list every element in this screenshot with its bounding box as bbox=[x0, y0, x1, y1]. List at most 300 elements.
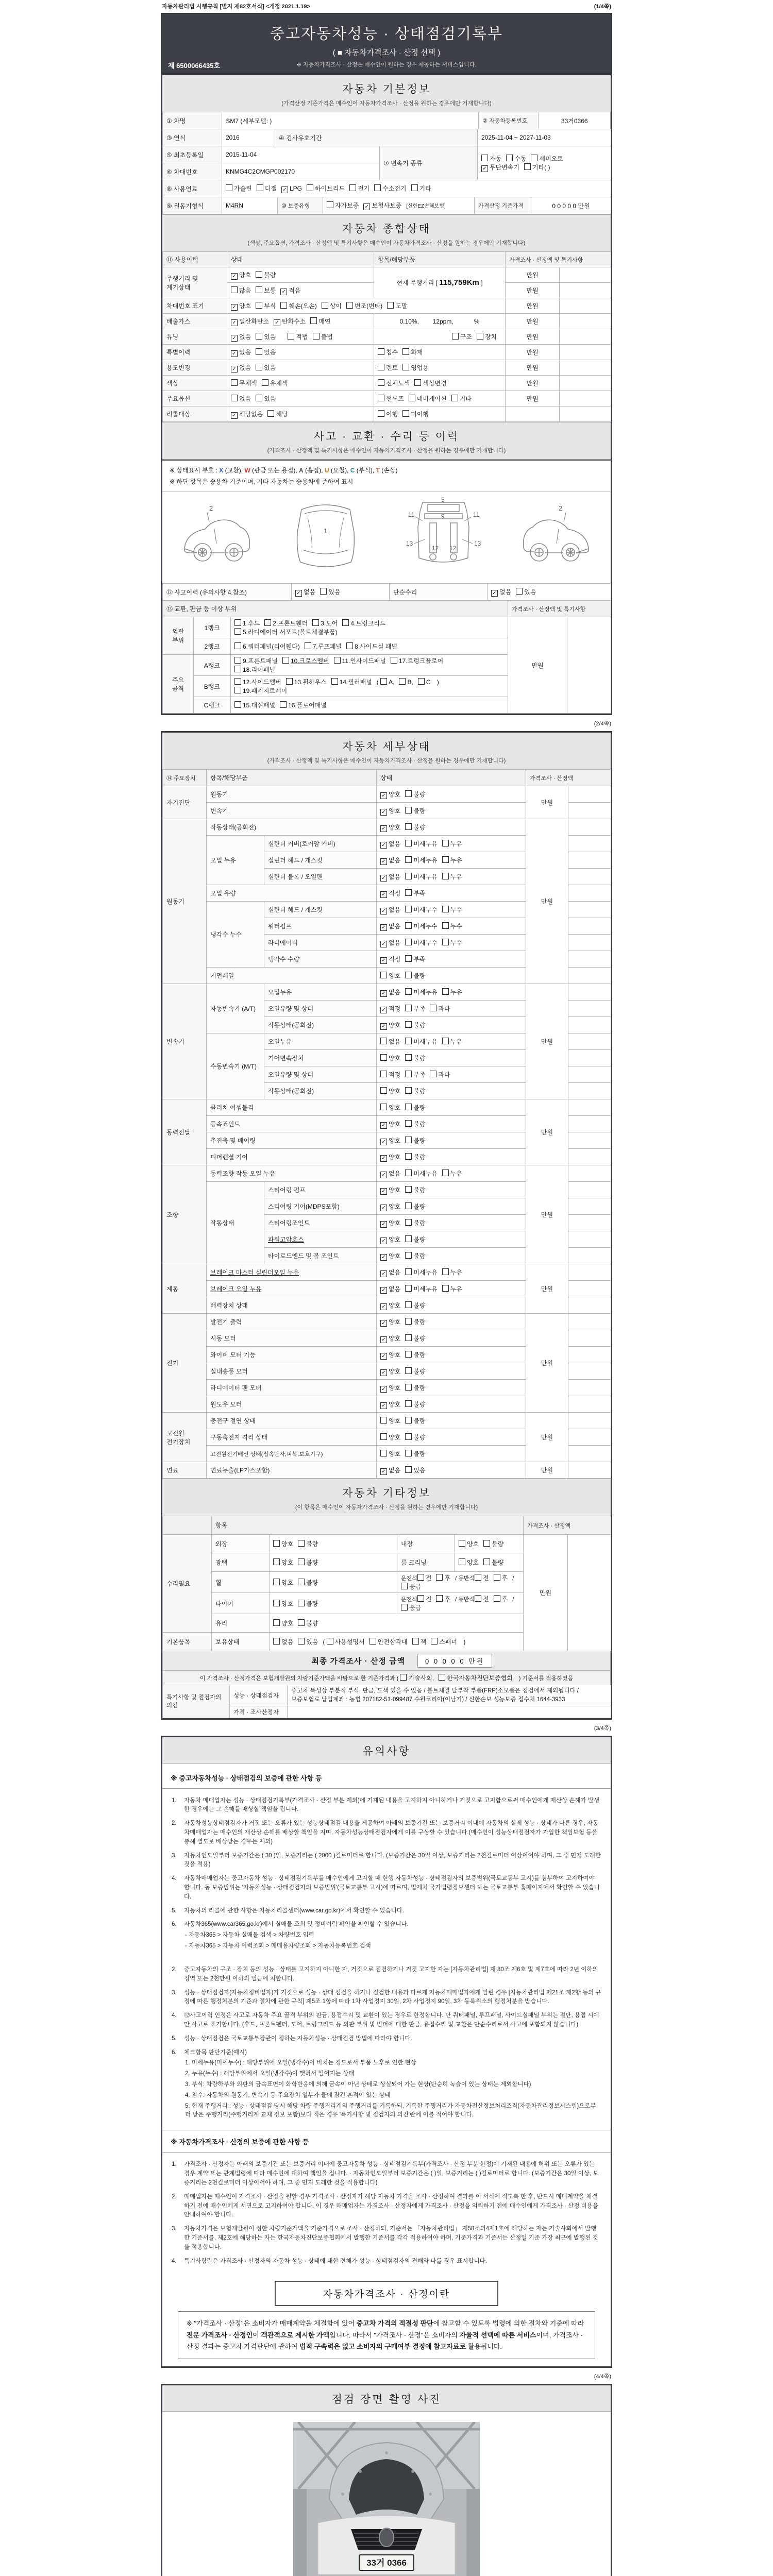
checkbox-option[interactable] bbox=[405, 1185, 425, 1194]
checkbox-option[interactable] bbox=[380, 1004, 400, 1013]
unchecked-checkbox-icon[interactable] bbox=[310, 317, 317, 324]
unchecked-checkbox-icon[interactable] bbox=[273, 1600, 280, 1606]
unchecked-checkbox-icon[interactable] bbox=[322, 302, 328, 309]
checkbox-option[interactable] bbox=[436, 1573, 450, 1582]
unchecked-checkbox-icon[interactable] bbox=[405, 1071, 412, 1077]
unchecked-checkbox-icon[interactable] bbox=[378, 348, 384, 355]
unchecked-checkbox-icon[interactable] bbox=[405, 1334, 412, 1341]
checkbox-option[interactable] bbox=[405, 922, 437, 930]
checkbox-option[interactable] bbox=[405, 839, 437, 848]
unchecked-checkbox-icon[interactable] bbox=[442, 1038, 449, 1044]
checkbox-option[interactable] bbox=[380, 1334, 400, 1343]
unchecked-checkbox-icon[interactable] bbox=[380, 1433, 387, 1440]
checked-checkbox-icon[interactable]: ✓ bbox=[380, 1188, 387, 1195]
unchecked-checkbox-icon[interactable] bbox=[459, 1558, 465, 1565]
checkbox-option[interactable] bbox=[405, 1449, 425, 1458]
checkbox-option[interactable] bbox=[405, 1400, 425, 1409]
checkbox-option[interactable] bbox=[431, 1637, 457, 1646]
unchecked-checkbox-icon[interactable] bbox=[405, 823, 412, 830]
checkbox-option[interactable] bbox=[405, 1301, 425, 1310]
checked-checkbox-icon[interactable]: ✓ bbox=[380, 1320, 387, 1327]
checked-checkbox-icon[interactable]: ✓ bbox=[380, 1139, 387, 1145]
checked-checkbox-icon[interactable]: ✓ bbox=[231, 273, 238, 280]
checked-checkbox-icon[interactable]: ✓ bbox=[380, 1402, 387, 1409]
unchecked-checkbox-icon[interactable] bbox=[380, 1038, 387, 1044]
checkbox-option[interactable] bbox=[442, 839, 462, 848]
checked-checkbox-icon[interactable]: ✓ bbox=[231, 366, 238, 372]
checkbox-option[interactable] bbox=[442, 905, 462, 914]
unchecked-checkbox-icon[interactable] bbox=[391, 657, 397, 664]
checkbox-option[interactable] bbox=[322, 301, 342, 310]
checkbox-option[interactable] bbox=[280, 286, 300, 295]
checkbox-option[interactable] bbox=[307, 184, 345, 193]
unchecked-checkbox-icon[interactable] bbox=[298, 1558, 305, 1565]
checkbox-option[interactable] bbox=[349, 184, 369, 193]
checked-checkbox-icon[interactable]: ✓ bbox=[380, 1205, 387, 1211]
unchecked-checkbox-icon[interactable] bbox=[405, 856, 412, 863]
unchecked-checkbox-icon[interactable] bbox=[380, 1054, 387, 1061]
unchecked-checkbox-icon[interactable] bbox=[378, 379, 384, 386]
unchecked-checkbox-icon[interactable] bbox=[405, 1202, 412, 1209]
unchecked-checkbox-icon[interactable] bbox=[436, 1574, 443, 1581]
unchecked-checkbox-icon[interactable] bbox=[405, 1466, 412, 1473]
checkbox-option[interactable] bbox=[417, 1573, 432, 1582]
checkbox-option[interactable] bbox=[402, 348, 423, 357]
unchecked-checkbox-icon[interactable] bbox=[494, 1574, 500, 1581]
unchecked-checkbox-icon[interactable] bbox=[349, 184, 356, 191]
checkbox-option[interactable] bbox=[234, 642, 300, 651]
checkbox-option[interactable] bbox=[401, 1582, 421, 1591]
unchecked-checkbox-icon[interactable] bbox=[282, 657, 289, 664]
checkbox-option[interactable] bbox=[256, 394, 276, 403]
checkbox-option[interactable] bbox=[387, 301, 407, 310]
unchecked-checkbox-icon[interactable] bbox=[405, 1104, 412, 1110]
unchecked-checkbox-icon[interactable] bbox=[346, 302, 353, 309]
checkbox-option[interactable] bbox=[298, 1637, 318, 1646]
unchecked-checkbox-icon[interactable] bbox=[412, 1638, 419, 1645]
checkbox-option[interactable] bbox=[405, 1383, 425, 1392]
unchecked-checkbox-icon[interactable] bbox=[405, 1153, 412, 1160]
checkbox-option[interactable] bbox=[405, 1004, 425, 1013]
unchecked-checkbox-icon[interactable] bbox=[436, 1595, 443, 1602]
unchecked-checkbox-icon[interactable] bbox=[405, 790, 412, 797]
unchecked-checkbox-icon[interactable] bbox=[402, 410, 409, 417]
checked-checkbox-icon[interactable]: ✓ bbox=[380, 858, 387, 865]
unchecked-checkbox-icon[interactable] bbox=[405, 1235, 412, 1242]
unchecked-checkbox-icon[interactable] bbox=[387, 302, 394, 309]
checked-checkbox-icon[interactable]: ✓ bbox=[380, 1270, 387, 1277]
checkbox-option[interactable] bbox=[483, 1539, 503, 1548]
unchecked-checkbox-icon[interactable] bbox=[405, 1186, 412, 1193]
checkbox-option[interactable] bbox=[405, 1054, 425, 1062]
unchecked-checkbox-icon[interactable] bbox=[405, 1005, 412, 1011]
checked-checkbox-icon[interactable]: ✓ bbox=[363, 204, 370, 210]
checked-checkbox-icon[interactable]: ✓ bbox=[380, 1353, 387, 1360]
checkbox-option[interactable] bbox=[231, 410, 263, 419]
checkbox-option[interactable] bbox=[267, 410, 288, 418]
checkbox-option[interactable] bbox=[256, 348, 276, 357]
checkbox-option[interactable] bbox=[310, 317, 330, 326]
checkbox-option[interactable] bbox=[286, 677, 327, 686]
checkbox-option[interactable] bbox=[380, 678, 394, 686]
checkbox-option[interactable] bbox=[481, 154, 501, 163]
checked-checkbox-icon[interactable]: ✓ bbox=[491, 590, 498, 597]
checkbox-option[interactable] bbox=[459, 1558, 479, 1567]
unchecked-checkbox-icon[interactable] bbox=[402, 348, 409, 355]
checkbox-option[interactable] bbox=[380, 823, 400, 832]
unchecked-checkbox-icon[interactable] bbox=[405, 889, 412, 896]
checkbox-option[interactable] bbox=[405, 1218, 425, 1227]
checkbox-option[interactable] bbox=[401, 1603, 421, 1612]
checkbox-option[interactable] bbox=[442, 856, 462, 865]
unchecked-checkbox-icon[interactable] bbox=[475, 1574, 481, 1581]
unchecked-checkbox-icon[interactable] bbox=[256, 348, 262, 355]
unchecked-checkbox-icon[interactable] bbox=[298, 1540, 305, 1547]
unchecked-checkbox-icon[interactable] bbox=[417, 1595, 424, 1602]
checked-checkbox-icon[interactable]: ✓ bbox=[380, 1369, 387, 1376]
unchecked-checkbox-icon[interactable] bbox=[378, 410, 384, 417]
checkbox-option[interactable] bbox=[475, 1595, 489, 1603]
checked-checkbox-icon[interactable]: ✓ bbox=[380, 1238, 387, 1244]
checkbox-option[interactable] bbox=[405, 856, 437, 865]
checkbox-option[interactable] bbox=[380, 988, 400, 997]
unchecked-checkbox-icon[interactable] bbox=[380, 972, 387, 978]
checkbox-option[interactable] bbox=[380, 1284, 400, 1294]
checkbox-option[interactable] bbox=[405, 955, 425, 963]
unchecked-checkbox-icon[interactable] bbox=[380, 1104, 387, 1110]
unchecked-checkbox-icon[interactable] bbox=[405, 1433, 412, 1440]
checkbox-option[interactable] bbox=[273, 1637, 293, 1646]
unchecked-checkbox-icon[interactable] bbox=[405, 1087, 412, 1094]
unchecked-checkbox-icon[interactable] bbox=[405, 1450, 412, 1456]
checkbox-option[interactable] bbox=[405, 938, 437, 947]
checkbox-option[interactable] bbox=[405, 1103, 425, 1112]
checkbox-option[interactable] bbox=[274, 317, 306, 326]
checked-checkbox-icon[interactable]: ✓ bbox=[380, 1468, 387, 1475]
checkbox-option[interactable] bbox=[298, 1578, 318, 1587]
checkbox-option[interactable] bbox=[516, 587, 536, 596]
checked-checkbox-icon[interactable]: ✓ bbox=[380, 1007, 387, 1013]
unchecked-checkbox-icon[interactable] bbox=[494, 1595, 500, 1602]
checkbox-option[interactable] bbox=[380, 806, 400, 816]
checkbox-option[interactable] bbox=[405, 988, 437, 996]
unchecked-checkbox-icon[interactable] bbox=[273, 1579, 280, 1585]
checkbox-option[interactable] bbox=[346, 642, 397, 651]
checkbox-option[interactable] bbox=[380, 1103, 400, 1112]
unchecked-checkbox-icon[interactable] bbox=[405, 1285, 412, 1292]
checkbox-option[interactable] bbox=[256, 332, 276, 341]
checked-checkbox-icon[interactable]: ✓ bbox=[380, 908, 387, 914]
checkbox-option[interactable] bbox=[380, 1037, 400, 1046]
unchecked-checkbox-icon[interactable] bbox=[312, 619, 319, 626]
checkbox-option[interactable] bbox=[380, 1433, 400, 1442]
unchecked-checkbox-icon[interactable] bbox=[405, 1021, 412, 1028]
checkbox-option[interactable] bbox=[312, 619, 338, 628]
checkbox-option[interactable] bbox=[442, 1284, 462, 1293]
checkbox-option[interactable] bbox=[380, 1301, 400, 1310]
checkbox-option[interactable] bbox=[380, 1367, 400, 1376]
checkbox-option[interactable] bbox=[380, 889, 400, 898]
checked-checkbox-icon[interactable]: ✓ bbox=[380, 990, 387, 997]
unchecked-checkbox-icon[interactable] bbox=[256, 333, 262, 340]
unchecked-checkbox-icon[interactable] bbox=[399, 678, 406, 685]
checkbox-option[interactable] bbox=[380, 1185, 400, 1195]
checkbox-option[interactable] bbox=[234, 677, 281, 686]
checkbox-option[interactable] bbox=[475, 1573, 489, 1582]
checkbox-option[interactable] bbox=[363, 201, 401, 210]
checkbox-option[interactable] bbox=[405, 1169, 437, 1178]
unchecked-checkbox-icon[interactable] bbox=[264, 619, 271, 626]
checkbox-option[interactable] bbox=[256, 270, 276, 279]
checked-checkbox-icon[interactable]: ✓ bbox=[380, 957, 387, 964]
checkbox-option[interactable] bbox=[380, 1218, 400, 1228]
unchecked-checkbox-icon[interactable] bbox=[405, 840, 412, 846]
unchecked-checkbox-icon[interactable] bbox=[516, 588, 523, 595]
checkbox-option[interactable] bbox=[380, 1317, 400, 1327]
checked-checkbox-icon[interactable]: ✓ bbox=[380, 891, 387, 898]
checkbox-option[interactable] bbox=[374, 184, 406, 193]
checkbox-option[interactable] bbox=[305, 642, 342, 651]
unchecked-checkbox-icon[interactable] bbox=[531, 155, 537, 161]
checkbox-option[interactable] bbox=[256, 301, 276, 310]
checked-checkbox-icon[interactable]: ✓ bbox=[380, 1023, 387, 1030]
checkbox-option[interactable] bbox=[378, 363, 398, 372]
checkbox-option[interactable] bbox=[380, 1235, 400, 1244]
checkbox-option[interactable] bbox=[380, 955, 400, 964]
checked-checkbox-icon[interactable]: ✓ bbox=[231, 412, 238, 419]
unchecked-checkbox-icon[interactable] bbox=[430, 1071, 436, 1077]
unchecked-checkbox-icon[interactable] bbox=[405, 807, 412, 814]
checkbox-option[interactable] bbox=[256, 363, 276, 372]
checkbox-option[interactable] bbox=[231, 286, 251, 295]
checkbox-option[interactable] bbox=[273, 1599, 293, 1608]
checked-checkbox-icon[interactable]: ✓ bbox=[280, 289, 287, 295]
unchecked-checkbox-icon[interactable] bbox=[273, 1540, 280, 1547]
unchecked-checkbox-icon[interactable] bbox=[405, 939, 412, 945]
unchecked-checkbox-icon[interactable] bbox=[405, 1268, 412, 1275]
checkbox-option[interactable] bbox=[320, 587, 340, 596]
checkbox-option[interactable] bbox=[298, 1599, 318, 1608]
unchecked-checkbox-icon[interactable] bbox=[442, 988, 449, 995]
unchecked-checkbox-icon[interactable] bbox=[405, 1351, 412, 1358]
checkbox-option[interactable] bbox=[405, 823, 425, 832]
checkbox-option[interactable] bbox=[380, 1054, 400, 1062]
checkbox-option[interactable] bbox=[459, 1539, 479, 1548]
checkbox-option[interactable] bbox=[380, 1087, 400, 1095]
checkbox-option[interactable] bbox=[298, 1619, 318, 1628]
unchecked-checkbox-icon[interactable] bbox=[430, 1005, 436, 1011]
checkbox-option[interactable] bbox=[405, 1284, 437, 1293]
checked-checkbox-icon[interactable]: ✓ bbox=[380, 1386, 387, 1393]
unchecked-checkbox-icon[interactable] bbox=[369, 1638, 376, 1645]
unchecked-checkbox-icon[interactable] bbox=[417, 1574, 424, 1581]
unchecked-checkbox-icon[interactable] bbox=[402, 364, 409, 370]
unchecked-checkbox-icon[interactable] bbox=[442, 856, 449, 863]
checkbox-option[interactable] bbox=[481, 163, 519, 172]
unchecked-checkbox-icon[interactable] bbox=[262, 379, 268, 386]
checkbox-option[interactable] bbox=[346, 301, 382, 310]
checkbox-option[interactable] bbox=[405, 1070, 425, 1079]
checkbox-option[interactable] bbox=[400, 1673, 434, 1682]
checked-checkbox-icon[interactable]: ✓ bbox=[380, 1172, 387, 1178]
unchecked-checkbox-icon[interactable] bbox=[234, 687, 241, 693]
checkbox-option[interactable] bbox=[298, 1558, 318, 1567]
unchecked-checkbox-icon[interactable] bbox=[405, 1301, 412, 1308]
checkbox-option[interactable] bbox=[231, 301, 251, 311]
checkbox-option[interactable] bbox=[405, 872, 437, 881]
unchecked-checkbox-icon[interactable] bbox=[405, 1120, 412, 1127]
checked-checkbox-icon[interactable]: ✓ bbox=[380, 1221, 387, 1228]
checkbox-option[interactable] bbox=[412, 1637, 427, 1646]
checkbox-option[interactable] bbox=[405, 1136, 425, 1145]
unchecked-checkbox-icon[interactable] bbox=[256, 286, 262, 293]
checkbox-option[interactable] bbox=[442, 988, 462, 996]
checkbox-option[interactable] bbox=[380, 1021, 400, 1030]
unchecked-checkbox-icon[interactable] bbox=[405, 1170, 412, 1176]
unchecked-checkbox-icon[interactable] bbox=[380, 1417, 387, 1423]
unchecked-checkbox-icon[interactable] bbox=[346, 642, 353, 649]
checkbox-option[interactable] bbox=[442, 1268, 462, 1277]
checkbox-option[interactable] bbox=[399, 678, 413, 686]
checked-checkbox-icon[interactable]: ✓ bbox=[231, 350, 238, 357]
unchecked-checkbox-icon[interactable] bbox=[439, 1674, 445, 1681]
unchecked-checkbox-icon[interactable] bbox=[234, 666, 241, 672]
checkbox-option[interactable] bbox=[234, 656, 278, 665]
checkbox-option[interactable] bbox=[442, 922, 462, 930]
checkbox-option[interactable] bbox=[273, 1539, 293, 1548]
checkbox-option[interactable] bbox=[231, 394, 251, 403]
checkbox-option[interactable] bbox=[380, 1251, 400, 1261]
checkbox-option[interactable] bbox=[231, 317, 269, 326]
unchecked-checkbox-icon[interactable] bbox=[442, 939, 449, 945]
checkbox-option[interactable] bbox=[405, 1433, 425, 1442]
checked-checkbox-icon[interactable]: ✓ bbox=[231, 335, 238, 342]
unchecked-checkbox-icon[interactable] bbox=[405, 988, 412, 995]
checked-checkbox-icon[interactable]: ✓ bbox=[380, 792, 387, 799]
unchecked-checkbox-icon[interactable] bbox=[298, 1619, 305, 1626]
checkbox-option[interactable] bbox=[380, 790, 400, 799]
checkbox-option[interactable] bbox=[405, 1087, 425, 1095]
checkbox-option[interactable] bbox=[273, 1558, 293, 1567]
checkbox-option[interactable] bbox=[298, 1539, 318, 1548]
checkbox-option[interactable] bbox=[369, 1637, 408, 1646]
unchecked-checkbox-icon[interactable] bbox=[327, 1638, 333, 1645]
unchecked-checkbox-icon[interactable] bbox=[256, 395, 262, 401]
unchecked-checkbox-icon[interactable] bbox=[256, 364, 262, 370]
checked-checkbox-icon[interactable]: ✓ bbox=[380, 1303, 387, 1310]
checked-checkbox-icon[interactable]: ✓ bbox=[380, 1336, 387, 1343]
unchecked-checkbox-icon[interactable] bbox=[451, 395, 458, 401]
checked-checkbox-icon[interactable]: ✓ bbox=[380, 1254, 387, 1261]
unchecked-checkbox-icon[interactable] bbox=[280, 701, 287, 708]
unchecked-checkbox-icon[interactable] bbox=[234, 678, 241, 685]
checkbox-option[interactable] bbox=[531, 154, 563, 163]
checkbox-option[interactable] bbox=[281, 185, 302, 193]
checkbox-option[interactable] bbox=[231, 379, 257, 387]
checkbox-option[interactable] bbox=[506, 154, 526, 163]
unchecked-checkbox-icon[interactable] bbox=[286, 678, 293, 685]
unchecked-checkbox-icon[interactable] bbox=[298, 1579, 305, 1585]
checkbox-option[interactable] bbox=[418, 678, 431, 686]
checkbox-option[interactable] bbox=[380, 1383, 400, 1393]
unchecked-checkbox-icon[interactable] bbox=[280, 302, 287, 309]
checkbox-option[interactable] bbox=[491, 587, 511, 597]
checkbox-option[interactable] bbox=[405, 790, 425, 799]
unchecked-checkbox-icon[interactable] bbox=[431, 1638, 438, 1645]
checkbox-option[interactable] bbox=[430, 1004, 450, 1013]
unchecked-checkbox-icon[interactable] bbox=[405, 873, 412, 879]
unchecked-checkbox-icon[interactable] bbox=[234, 642, 241, 649]
unchecked-checkbox-icon[interactable] bbox=[320, 588, 327, 595]
checked-checkbox-icon[interactable]: ✓ bbox=[380, 875, 387, 882]
checkbox-option[interactable] bbox=[231, 363, 251, 372]
checkbox-option[interactable] bbox=[327, 1637, 365, 1646]
checkbox-option[interactable] bbox=[273, 1578, 293, 1587]
unchecked-checkbox-icon[interactable] bbox=[234, 657, 241, 664]
checkbox-option[interactable] bbox=[417, 1595, 432, 1603]
unchecked-checkbox-icon[interactable] bbox=[414, 379, 421, 386]
unchecked-checkbox-icon[interactable] bbox=[267, 410, 274, 417]
checkbox-option[interactable] bbox=[331, 677, 372, 686]
checked-checkbox-icon[interactable]: ✓ bbox=[380, 809, 387, 816]
checked-checkbox-icon[interactable]: ✓ bbox=[380, 1122, 387, 1129]
checked-checkbox-icon[interactable]: ✓ bbox=[231, 304, 238, 311]
checkbox-option[interactable] bbox=[402, 410, 429, 418]
unchecked-checkbox-icon[interactable] bbox=[401, 1583, 408, 1589]
checkbox-option[interactable] bbox=[378, 394, 404, 403]
checkbox-option[interactable] bbox=[452, 332, 472, 341]
unchecked-checkbox-icon[interactable] bbox=[405, 1400, 412, 1407]
unchecked-checkbox-icon[interactable] bbox=[405, 1384, 412, 1391]
checkbox-option[interactable] bbox=[405, 1350, 425, 1359]
unchecked-checkbox-icon[interactable] bbox=[380, 1071, 387, 1077]
checkbox-option[interactable] bbox=[405, 1466, 425, 1475]
unchecked-checkbox-icon[interactable] bbox=[378, 364, 384, 370]
checkbox-option[interactable] bbox=[405, 1202, 425, 1211]
checkbox-option[interactable] bbox=[234, 665, 275, 674]
checkbox-option[interactable] bbox=[380, 1169, 400, 1178]
checkbox-option[interactable] bbox=[264, 619, 308, 628]
unchecked-checkbox-icon[interactable] bbox=[405, 955, 412, 962]
unchecked-checkbox-icon[interactable] bbox=[442, 922, 449, 929]
checked-checkbox-icon[interactable]: ✓ bbox=[380, 1155, 387, 1162]
checkbox-option[interactable] bbox=[342, 619, 385, 628]
unchecked-checkbox-icon[interactable] bbox=[288, 333, 294, 340]
checkbox-option[interactable] bbox=[380, 1136, 400, 1145]
unchecked-checkbox-icon[interactable] bbox=[298, 1638, 305, 1645]
checkbox-option[interactable] bbox=[234, 686, 287, 695]
unchecked-checkbox-icon[interactable] bbox=[442, 840, 449, 846]
checkbox-option[interactable] bbox=[439, 1673, 513, 1682]
checkbox-option[interactable] bbox=[380, 839, 400, 849]
checkbox-option[interactable] bbox=[405, 1120, 425, 1128]
checkbox-option[interactable] bbox=[380, 1268, 400, 1277]
checkbox-option[interactable] bbox=[231, 270, 251, 280]
unchecked-checkbox-icon[interactable] bbox=[405, 1054, 412, 1061]
checkbox-option[interactable] bbox=[313, 332, 333, 341]
checkbox-option[interactable] bbox=[451, 394, 472, 403]
checkbox-option[interactable] bbox=[295, 587, 315, 597]
checkbox-option[interactable] bbox=[405, 971, 425, 980]
checkbox-option[interactable] bbox=[405, 1334, 425, 1343]
unchecked-checkbox-icon[interactable] bbox=[257, 184, 263, 191]
checked-checkbox-icon[interactable]: ✓ bbox=[380, 1287, 387, 1294]
unchecked-checkbox-icon[interactable] bbox=[405, 1318, 412, 1325]
checkbox-option[interactable] bbox=[288, 332, 308, 341]
checkbox-option[interactable] bbox=[405, 1251, 425, 1260]
unchecked-checkbox-icon[interactable] bbox=[405, 1137, 412, 1143]
checkbox-option[interactable] bbox=[231, 348, 251, 357]
